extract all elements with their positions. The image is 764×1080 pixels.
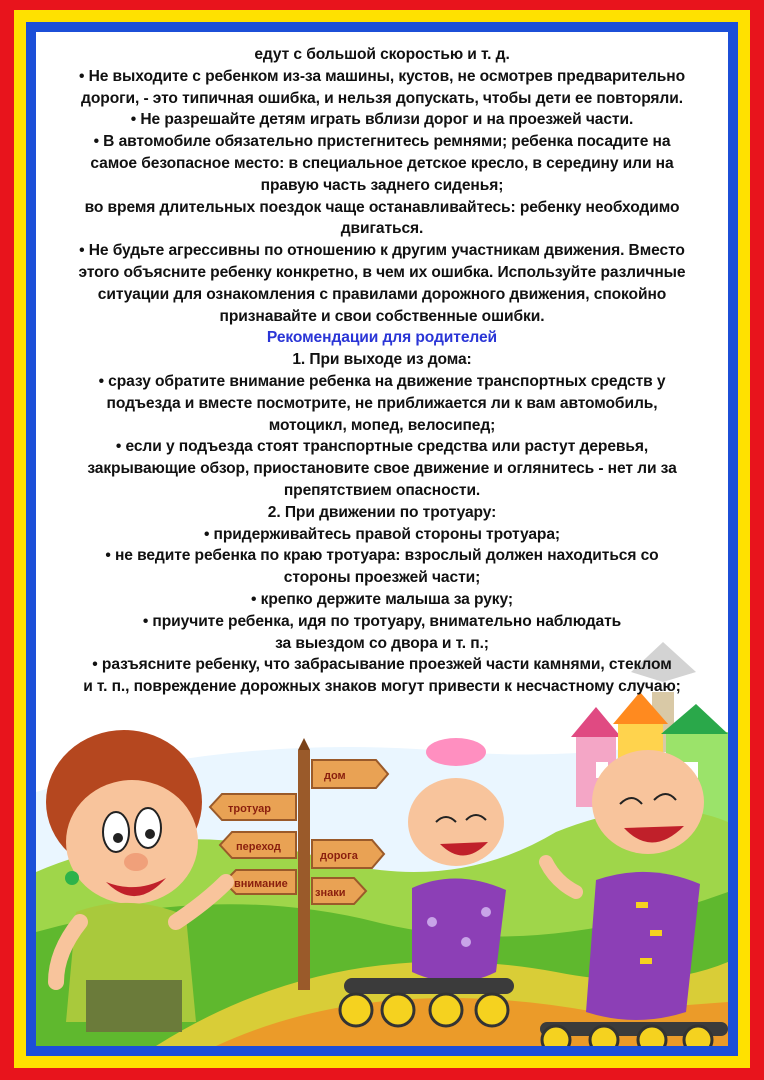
text-line: • придерживайтесь правой стороны тротуара; [203, 525, 561, 543]
text-line: правую часть заднего сиденья; [260, 176, 504, 194]
sign-vnimanie: внимание [234, 878, 288, 890]
text-line: во время длительных поездок чаще останавливайтесь: ребенку необходимо [84, 198, 680, 216]
text-line: • если у подъезда стоят транспортные средства или растут деревья, [115, 438, 649, 456]
text-line: • крепко держите малыша за руку; [251, 590, 513, 608]
text-line: самое безопасное место: в специальное детское кресло, в середину или на [90, 154, 674, 172]
section-1-title: 1. При выходе из дома: [292, 351, 472, 369]
text-line: этого объясните ребенку конкретно, в чем их ошибка. Используйте различные [78, 263, 686, 281]
text-line: • Не разрешайте детям играть вблизи дорог и на проезжей части. [130, 111, 634, 129]
text-line: ситуации для ознакомления с правилами дорожного движения, спокойно [97, 285, 667, 303]
sign-znaki: знаки [315, 887, 346, 899]
text-line: закрывающие обзор, приостановите свое движение и оглянитесь - нет ли за [87, 460, 677, 478]
poster-sheet [36, 32, 728, 1046]
text-line: подъезда и вместе посмотрите, не приближается ли к вам автомобиль, [106, 394, 658, 412]
sign-perekhod: переход [236, 841, 281, 853]
text-line: признавайте и свои собственные ошибки. [219, 307, 545, 325]
sign-trotuar: тротуар [228, 803, 272, 815]
text-line: за выездом со двора и т. п.; [275, 634, 489, 652]
text-line: • приучите ребенка, идя по тротуару, внимательно наблюдать [142, 612, 622, 630]
text-line: двигаться. [340, 220, 424, 238]
sign-dom: дом [324, 770, 346, 782]
text-line: мотоцикл, мопед, велосипед; [268, 416, 496, 434]
section-2-title: 2. При движении по тротуару: [267, 503, 497, 521]
text-line: препятствием опасности. [283, 481, 481, 499]
text-line: • Не будьте агрессивны по отношению к другим участникам движения. Вместо [79, 242, 685, 260]
text-line: • не ведите ребенка по краю тротуара: взрослый должен находиться со [105, 547, 659, 565]
text-line: стороны проезжей части; [283, 569, 481, 587]
text-line: и т. п., повреждение дорожных знаков могут привести к несчастному случаю; [83, 678, 681, 696]
text-line: • сразу обратите внимание ребенка на движение транспортных средств у [98, 372, 666, 390]
text-line: • разъясните ребенку, что забрасывание проезжей части камнями, стеклом [92, 656, 672, 674]
parents-recommendations-heading: Рекомендации для родителей [266, 329, 498, 347]
text-line: • В автомобиле обязательно пристегнитесь ремнями; ребенка посадите на [93, 133, 671, 151]
recommendations-text [44, 44, 720, 698]
sign-doroga: дорога [320, 850, 358, 862]
text-line: • Не выходите с ребенком из-за машины, кустов, не осмотрев предварительно [79, 67, 685, 85]
text-line: дороги, - это типичная ошибка, и нельзя допускать, чтобы дети ее повторяли. [81, 89, 683, 107]
text-line: едут с большой скоростью и т. д. [254, 46, 510, 63]
